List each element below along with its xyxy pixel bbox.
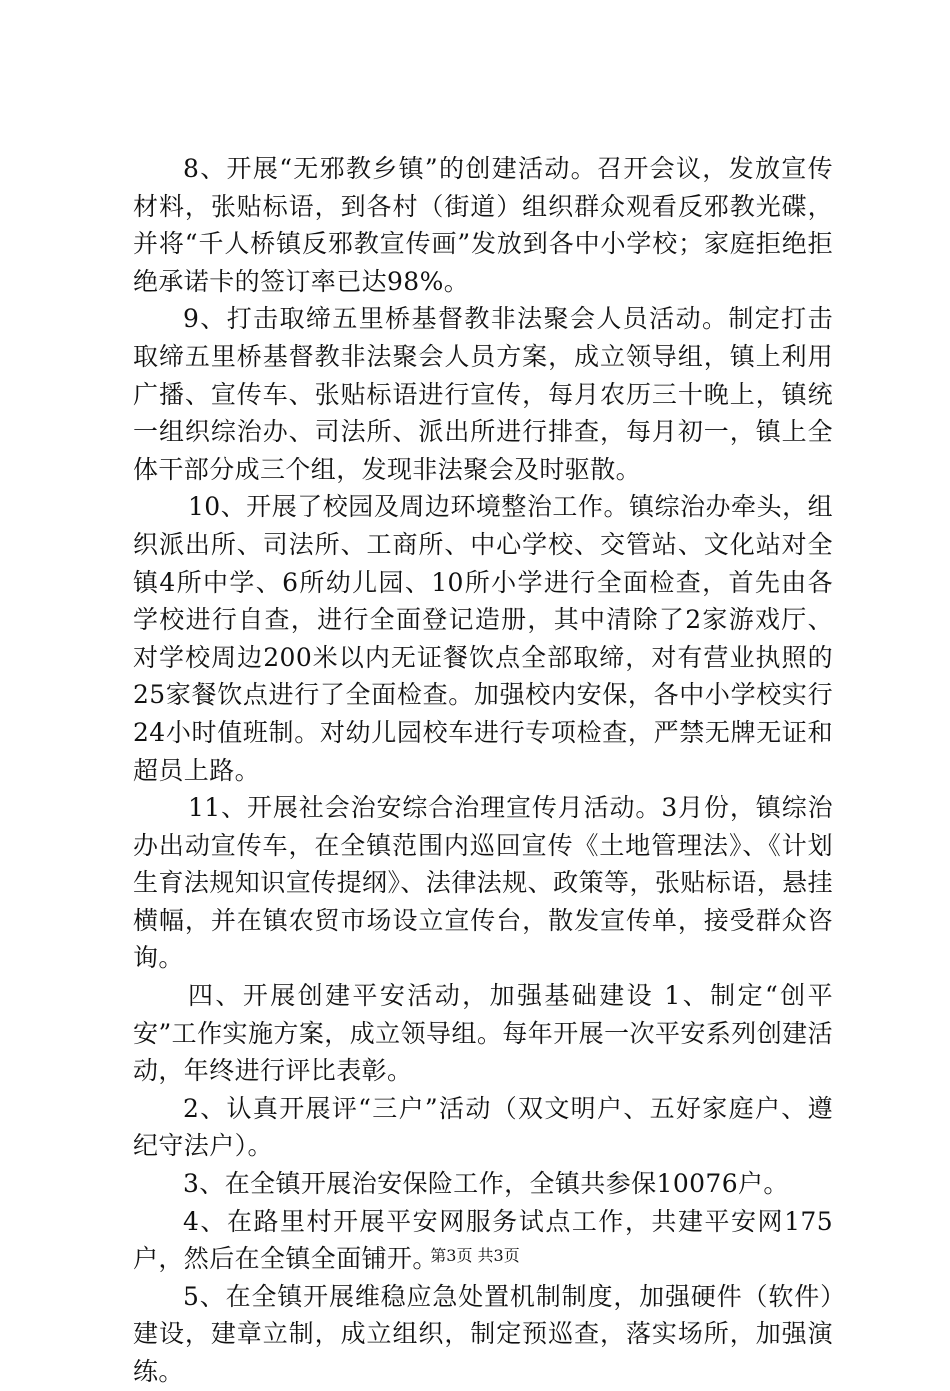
document-body bbox=[133, 150, 833, 1391]
paragraph-item-2: 2、认真开展评“三户”活动（双文明户、五好家庭户、遵纪守法户）。 bbox=[133, 1093, 833, 1161]
paragraph-section-four: 四、开展创建平安活动，加强基础建设 1、制定“创平安”工作实施方案，成立领导组。每年开展一次平安系列创建活动，年终进行评比表彰。 bbox=[133, 981, 833, 1086]
paragraph-item-3: 3、在全镇开展治安保险工作，全镇共参保10076户。 bbox=[183, 1169, 789, 1199]
paragraph-item-9: 9、打击取缔五里桥基督教非法聚会人员活动。制定打击取缔五里桥基督教非法聚会人员方案，成立领导组，镇上利用广播、宣传车、张贴标语进行宣传，每月农历三十晚上，镇统一组织综治办、司法所、派出所进行排查，每月初一，镇上全体干部分成三个组，发现非法聚会及时驱散。 bbox=[133, 304, 833, 484]
paragraph-item-4: 4、在路里村开展平安网服务试点工作，共建平安网175户，然后在全镇全面铺开。 bbox=[133, 1206, 833, 1274]
paragraph-item-10: 10、开展了校园及周边环境整治工作。镇综治办牵头，组织派出所、司法所、工商所、中心学校、交管站、文化站对全镇4所中学、6所幼儿园、10所小学进行全面检查，首先由各学校进行自查，进行全面登记造册，其中清除了2家游戏厅、对学校周边200米以内无证餐饮点全部取缔，对有营业执照的25家餐饮点进行了全面检查。加强校内安保，各中小学校实行24小时值班制。对幼儿园校车进行专项检查，严禁无牌无证和超员上路。 bbox=[133, 492, 833, 785]
paragraph-item-8: 8、开展“无邪教乡镇”的创建活动。召开会议，发放宣传材料，张贴标语，到各村（街道）组织群众观看反邪教光碟，并将“千人桥镇反邪教宣传画”发放到各中小学校；家庭拒绝拒绝承诺卡的签订率已达98%。 bbox=[133, 154, 833, 296]
paragraph-item-11: 11、开展社会治安综合治理宣传月活动。3月份，镇综治办出动宣传车，在全镇范围内巡回宣传《土地管理法》、《计划生育法规知识宣传提纲》、法律法规、政策等，张贴标语，悬挂横幅，并在镇农贸市场设立宣传台，散发宣传单，接受群众咨询。 bbox=[133, 793, 833, 973]
page-footer: 第3页 共3页 bbox=[430, 1246, 520, 1265]
paragraph-item-5: 5、在全镇开展维稳应急处置机制制度，加强硬件（软件）建设，建章立制，成立组织，制定预巡查，落实场所，加强演练。 bbox=[133, 1281, 833, 1386]
